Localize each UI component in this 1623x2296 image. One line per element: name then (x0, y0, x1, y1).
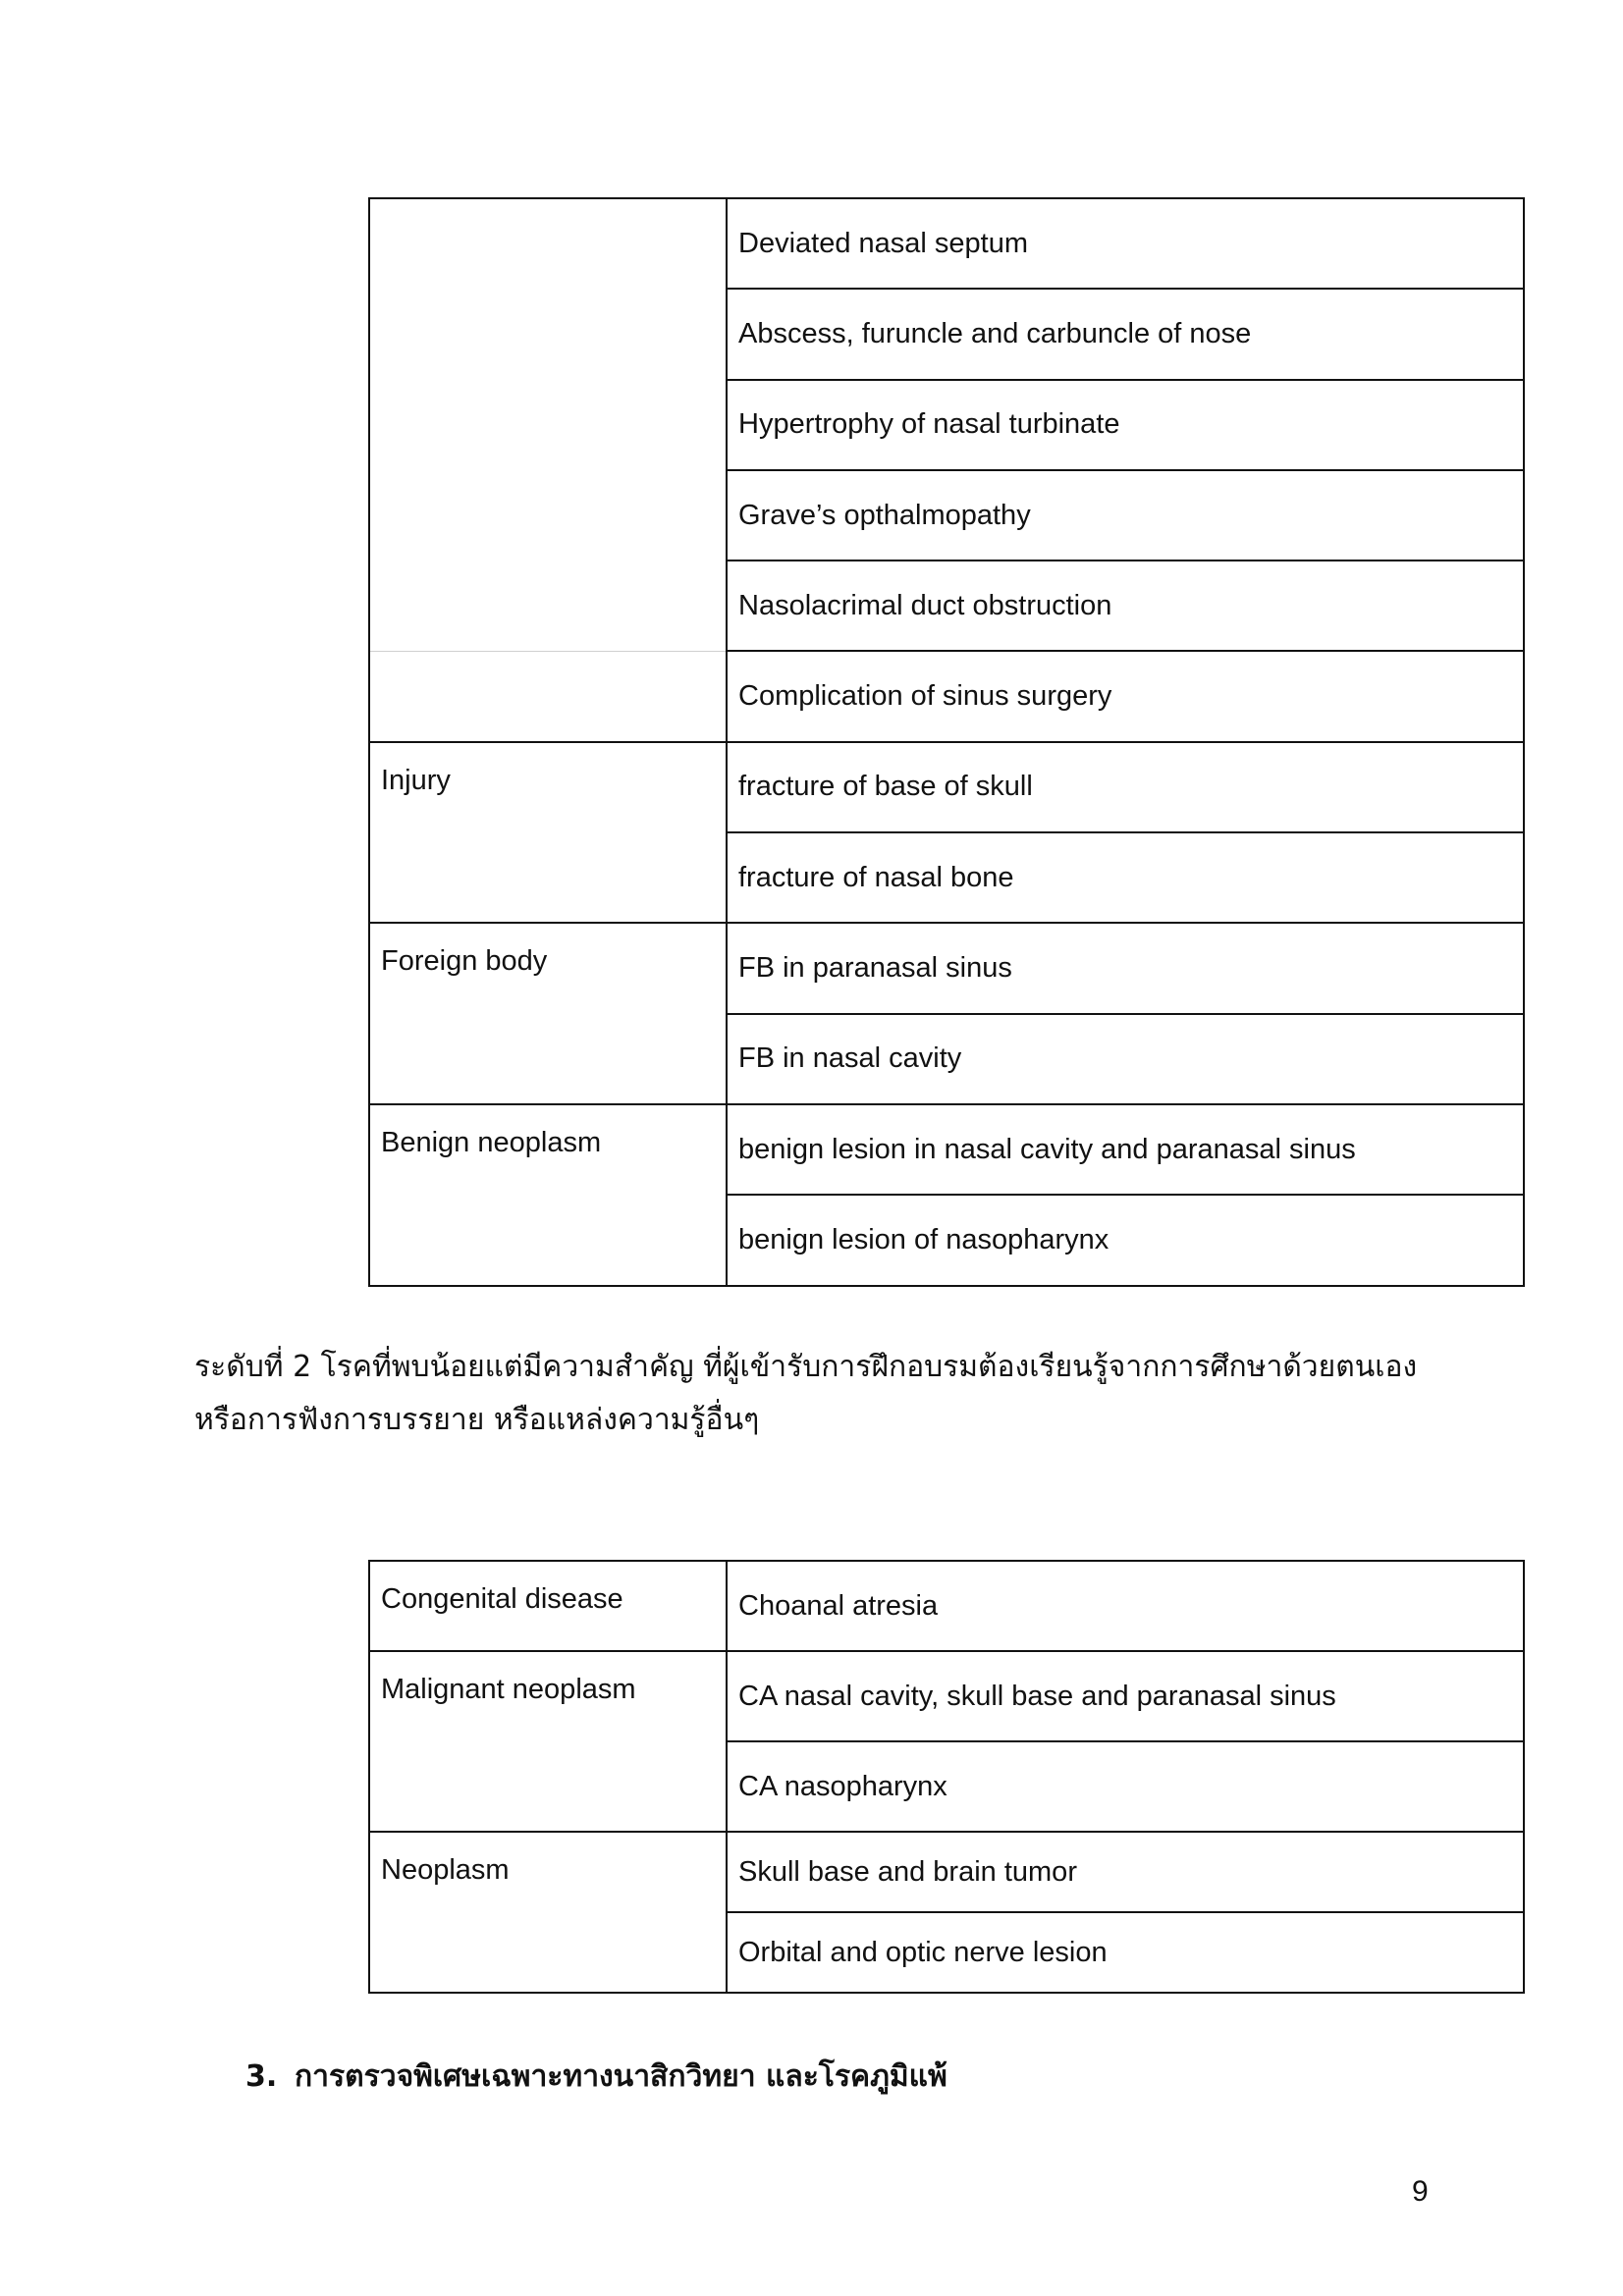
table-row (369, 923, 1524, 1013)
item-cell: Grave’s opthalmopathy (727, 470, 1524, 561)
item-cell: Abscess, furuncle and carbuncle of nose (727, 289, 1524, 379)
item-cell: Skull base and brain tumor (727, 1832, 1524, 1912)
category-cell-neoplasm: Neoplasm (369, 1832, 727, 1993)
level2-description-line1: ระดับที่ 2 โรคที่พบน้อยแต่มีความสำคัญ ที่ผู้เข้ารับการฝึกอบรมต้องเรียนรู้จากการศึกษาด้วยตนเอง (194, 1350, 1418, 1384)
disease-table-level1 (368, 197, 1525, 1287)
category-cell-foreign-body: Foreign body (369, 923, 727, 1104)
item-cell: FB in paranasal sinus (727, 923, 1524, 1013)
item-cell: CA nasal cavity, skull base and paranasal sinus (727, 1651, 1524, 1741)
item-cell: benign lesion of nasopharynx (727, 1195, 1524, 1285)
category-cell-benign-neoplasm: Benign neoplasm (369, 1104, 727, 1286)
level2-description-line2: หรือการฟังการบรรยาย หรือแหล่งความรู้อื่นๆ (194, 1403, 760, 1437)
item-cell: Deviated nasal septum (727, 198, 1524, 289)
item-cell: Nasolacrimal duct obstruction (727, 561, 1524, 651)
table-row (369, 1561, 1524, 1651)
category-cell-injury: Injury (369, 742, 727, 924)
category-cell-malignant-neoplasm: Malignant neoplasm (369, 1651, 727, 1832)
item-cell: fracture of nasal bone (727, 832, 1524, 923)
item-cell: Complication of sinus surgery (727, 651, 1524, 741)
table-row (369, 651, 1524, 741)
category-cell (369, 651, 727, 741)
table-row (369, 1104, 1524, 1195)
item-cell: CA nasopharynx (727, 1741, 1524, 1832)
item-cell: Choanal atresia (727, 1561, 1524, 1651)
disease-table-level2 (368, 1560, 1525, 1994)
section-3-heading (245, 2054, 947, 2100)
item-cell: benign lesion in nasal cavity and paranasal sinus (727, 1104, 1524, 1195)
section-number: 3. (245, 2059, 278, 2094)
table-row (369, 198, 1524, 289)
item-cell: FB in nasal cavity (727, 1014, 1524, 1104)
table-row (369, 1651, 1524, 1741)
item-cell: Orbital and optic nerve lesion (727, 1912, 1524, 1993)
table-row (369, 742, 1524, 832)
section-title: การตรวจพิเศษเฉพาะทางนาสิกวิทยา และโรคภูมิแพ้ (295, 2059, 947, 2094)
item-cell: fracture of base of skull (727, 742, 1524, 832)
category-cell-congenital-disease: Congenital disease (369, 1561, 727, 1651)
page-number: 9 (1412, 2175, 1429, 2208)
item-cell: Hypertrophy of nasal turbinate (727, 380, 1524, 470)
category-cell (369, 198, 727, 651)
table-row (369, 1832, 1524, 1912)
